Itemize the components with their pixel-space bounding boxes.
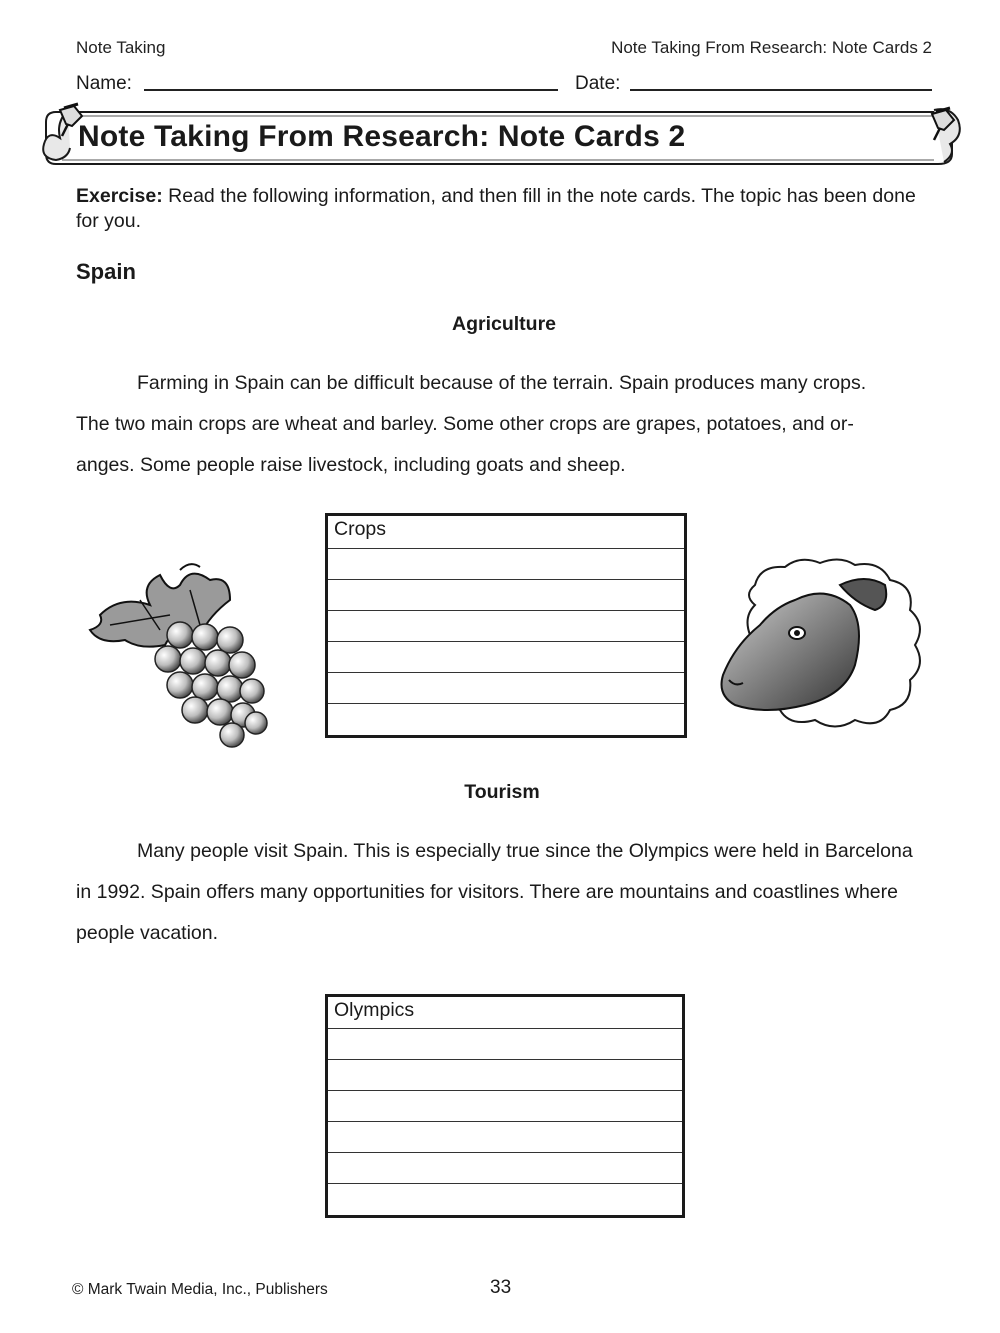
section-title-agriculture: Agriculture <box>451 313 556 335</box>
name-field[interactable] <box>144 89 558 91</box>
name-label: Name: <box>76 73 132 94</box>
note-card-crops[interactable] <box>325 513 687 738</box>
header-right: Note Taking From Research: Note Cards 2 <box>611 38 932 57</box>
copyright: © Mark Twain Media, Inc., Publishers <box>72 1281 328 1298</box>
agriculture-line-2: The two main crops are wheat and barley. Some other crops are grapes, potatoes, and or- <box>76 413 854 435</box>
grapes-icon <box>80 555 280 755</box>
sheep-icon <box>715 555 930 730</box>
page-number: 33 <box>490 1277 512 1298</box>
tourism-line-1: Many people visit Spain. This is especially true since the Olympics were held in Barcelona <box>137 840 913 862</box>
exercise-instructions <box>76 184 934 234</box>
exercise-label: Exercise: <box>76 185 163 207</box>
header-left: Note Taking <box>76 38 166 57</box>
note-card-olympics[interactable] <box>325 994 685 1218</box>
date-label: Date: <box>575 73 621 94</box>
topic-heading: Spain <box>76 259 136 284</box>
pushpin-icon <box>922 104 962 148</box>
agriculture-line-3: anges. Some people raise livestock, including goats and sheep. <box>76 454 626 476</box>
agriculture-line-1: Farming in Spain can be difficult because of the terrain. Spain produces many crops. <box>137 372 867 394</box>
tourism-line-3: people vacation. <box>76 922 219 944</box>
page-title: Note Taking From Research: Note Cards 2 <box>78 120 686 153</box>
note-card-title: Crops <box>334 518 387 540</box>
tourism-line-2: in 1992. Spain offers many opportunities for visitors. There are mountains and coastlines where <box>76 881 898 903</box>
exercise-text: Read the following information, and then fill in the note cards. The topic has been done for you. <box>76 185 916 232</box>
section-title-tourism: Tourism <box>464 781 540 803</box>
date-field[interactable] <box>630 89 932 91</box>
note-card-title: Olympics <box>334 999 415 1021</box>
